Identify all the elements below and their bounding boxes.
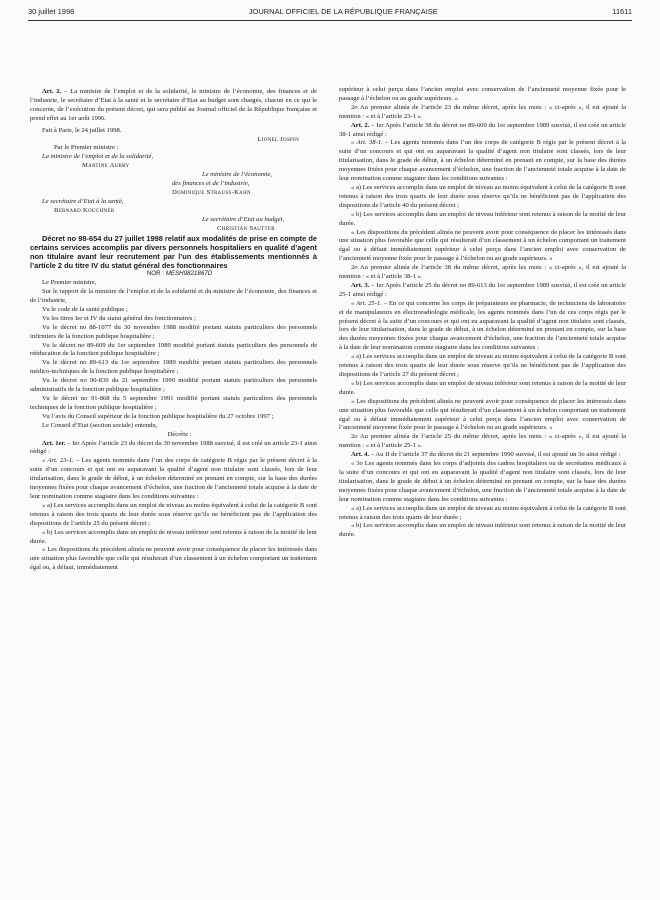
- paragraph-3o: « 3o Les agents nommés dans les corps d’adjoints des cadres hospitaliers ou de secrétaires médicaux à la suite d’un concours et qui ont eu auparavant la qualité d’agent non titulaire sont classés, lors de leur titularisation, dans le grade de début à un échelon déterminé en prenant en compte, sur la base des durées moyennes fixées pour chaque avancement d’échelon, une fraction de l’ancienneté totale acquise à la date de leur nomination comme stagiaire dans les conditions suivantes :: [339, 460, 626, 503]
- article-3-label: Art. 3.: [351, 281, 370, 289]
- visa-paragraph: Vu le décret no 89-613 du 1er septembre 1989 modifié portant statuts particuliers des personnels médico-techniques de la fonction publique hospitalière ;: [30, 359, 317, 376]
- article-25-1-text: – En ce qui concerne les corps de préparateurs en pharmacie, de techniciens de laboratoire et de manipulateurs en électroradiologie médicale, les agents nommés dans l’un de ces corps régis par le présent décret à la suite d’un concours et qui ont eu auparavant la qualité d’agent non titulaire sont classés, lors de leur titularisation, dans le grade de début, à un échelon déterminé en prenant en compte, sur la base des durées moyennes fixées pour chaque avancement d’échelon, une fraction de l’ancienneté totale acquise à la date de leur nomination comme stagiaire dans les conditions suivantes :: [339, 299, 626, 352]
- header-rule: [28, 20, 632, 21]
- signer-pm: Lionel Jospin: [257, 135, 299, 143]
- item-b-paragraph: « b) Les services accomplis dans un emploi de niveau inférieur sont retenus à raison de la moitié de leur durée.: [339, 210, 626, 227]
- article-1-text: – Ier Après l’article 23 du décret du 30 novembre 1988 susvisé, il est créé un article 23-1 ainsi rédigé :: [30, 439, 317, 456]
- article-3-text: – Ier Après l’article 25 du décret no 89-613 du 1er septembre 1989 susvisé, il est créé un article 25-1 ainsi rédigé :: [339, 281, 626, 298]
- decrete-line: Décrète :: [167, 430, 192, 438]
- item-a-paragraph: « a) Les services accomplis dans un emploi de niveau au moins équivalent à celui de la catégorie B sont retenus à raison des trois quarts de leur durée sous réserve qu’ils ne bénéficient pas de l’application des dispositions de l’article 25 du présent décret ;: [30, 501, 317, 527]
- article-25-1-label: « Art. 25-1.: [351, 299, 382, 307]
- article-2-text: – Ier Après l’article 38 du décret no 89-609 du 1er septembre 1989 susvisé, il est créé un article 38-1 ainsi rédigé :: [339, 121, 626, 138]
- article-3-paragraph: [339, 282, 626, 300]
- item-c-paragraph: « Les dispositions du précédent alinéa ne peuvent avoir pour conséquence de placer les intéressés dans une situation plus favorable que celle qui résulterait d’un classement à un échelon comportant un traitement égal ou, à défaut, immédiatement: [30, 546, 317, 572]
- signer-emploi: Martine Aubry: [82, 162, 130, 170]
- item-a-paragraph: « a) Les services accomplis dans un emploi de niveau au moins équivalent à celui de la catégorie B sont retenus à raison des trois quarts de leur durée sous réserve qu’ils ne bénéficient pas de l’application des dispositions de l’article 27 du présent décret ;: [339, 353, 626, 378]
- page-header: [28, 5, 632, 17]
- visa-paragraph: Vu l’avis du Conseil supérieur de la fonction publique hospitalière du 27 octobre 1997 ;: [42, 412, 274, 420]
- item-b-paragraph: « b) Les services accomplis dans un emploi de niveau inférieur sont retenus à raison de la moitié de leur durée.: [30, 528, 317, 545]
- visa-paragraph: Sur le rapport de la ministre de l’emploi et de la solidarité et du ministre de l’économie, des finances et de l’industrie,: [30, 288, 317, 305]
- role-budget: Le secrétaire d’Etat au budget,: [202, 215, 284, 223]
- visa-paragraph: Vu le décret no 88-1077 du 30 novembre 1988 modifié portant statuts particuliers des personnels infirmiers de la fonction publique hospitalière ;: [30, 323, 317, 340]
- article-23-1-paragraph: [30, 457, 317, 502]
- paragraph-2o: 2o Au premier alinéa de l’article 25 du même décret, après les mots : « ci-après », il est ajouté la mention : « et à l’article 25-1 ».: [339, 433, 626, 450]
- article-25-1-paragraph: [339, 300, 626, 353]
- article-1-paragraph: [30, 440, 317, 458]
- visa-paragraph: Le Conseil d’Etat (section sociale) entendu,: [42, 421, 158, 429]
- item-b-paragraph: « b) Les services accomplis dans un emploi de niveau inférieur sont retenus à raison de la moitié de leur durée.: [339, 522, 626, 539]
- nor-reference: [30, 270, 317, 279]
- role-emploi: La ministre de l’emploi et de la solidarité,: [42, 153, 154, 161]
- header-page-number: 11611: [612, 6, 632, 16]
- nor-label: NOR :: [146, 270, 166, 278]
- article-2-label: Art. 2.: [42, 88, 62, 95]
- article-2-text: – La ministre de l’emploi et de la solidarité, le ministre de l’économie, des finances et de l’industrie, le secrétaire d’Etat à la santé et le secrétaire d’Etat au budget sont chargés, chacun en ce qui le concerne, de l’exécution du présent décret, qui sera publié au Journal officiel de la République française et prend effet au 1er août 1996.: [30, 88, 317, 122]
- fait-line: Fait à Paris, le 24 juillet 1998.: [42, 126, 122, 134]
- continuation-paragraph: supérieur à celui perçu dans l’ancien emploi avec conservation de l’ancienneté moyenne fixée pour le passage à l’échelon ou au grade supérieurs. »: [339, 86, 626, 102]
- header-date: 30 juillet 1998: [28, 6, 75, 16]
- visa-paragraph: Vu le code de la santé publique ;: [42, 305, 128, 313]
- header-journal-title: JOURNAL OFFICIEL DE LA RÉPUBLIQUE FRANÇAISE: [248, 6, 438, 16]
- article-4-label: Art. 4.: [351, 451, 370, 459]
- article-2-paragraph: [339, 122, 626, 140]
- article-23-1-label: « Art. 23-1.: [42, 457, 74, 465]
- premier-ministre-line: Le Premier ministre,: [42, 279, 97, 287]
- article-23-1-text: – Les agents nommés dans l’un des corps de catégorie B régis par le présent décret à la suite d’un concours et qui ont eu auparavant la qualité d’agent non titulaire sont classés, lors de leur titularisation, dans le grade de début, à un échelon déterminé en prenant en compte, sur la base des durées moyennes fixées pour chaque avancement d’échelon, une fraction de l’ancienneté totale acquise à la date de leur nomination comme stagiaire dans les conditions suivantes :: [30, 457, 317, 500]
- article-4-text: – Au II de l’article 37 du décret du 21 septembre 1990 susvisé, il est ajouté un 3o ainsi rédigé :: [369, 451, 621, 459]
- article-2-paragraph: [30, 88, 317, 124]
- item-c-paragraph: « Les dispositions du précédent alinéa ne peuvent avoir pour conséquence de placer les intéressés dans une situation plus favorable que celle qui résulterait d’un classement à un échelon comportant un traitement égal ou à défaut immédiatement supérieur à celui perçu dans l’ancien emploi avec conservation de l’ancienneté moyenne fixée pour le passage à l’échelon ou au grade supérieurs. »: [339, 228, 626, 263]
- article-38-1-text: – Les agents nommés dans l’un des corps de catégorie B régis par le présent décret à la suite d’un concours et qui ont eu auparavant la qualité d’agent non titulaire sont classés, lors de leur titularisation, dans le grade de début, à un échelon déterminé en prenant en compte, sur la base des durées moyennes fixées pour chaque avancement d’échelon, une fraction de l’ancienneté totale acquise à la date de leur nomination comme stagiaire dans les conditions suivantes :: [339, 139, 626, 183]
- paragraph-2o: 2o Au premier alinéa de l’article 38 du même décret, après les mots : « ci-après », il est ajouté la mention : « et à l’article 38-1 ».: [339, 264, 626, 281]
- visa-paragraph: Vu le décret no 91-868 du 5 septembre 1991 modifié portant statuts particuliers des personnels techniques de la fonction publique hospitalière ;: [30, 395, 317, 411]
- decree-title: Décret no 98-654 du 27 juillet 1998 relatif aux modalités de prise en compte de certains services accomplis par divers personnels hospitaliers en qualité d’agent non titulaire avant leur recrutement par l’un des établissements mentionnés à l’article 2 du titre IV du statut général des fonctionnaires: [30, 233, 317, 271]
- item-b-paragraph: « b) Les services accomplis dans un emploi de niveau inférieur sont retenus à raison de la moitié de leur durée.: [339, 379, 626, 396]
- article-38-1-paragraph: [339, 139, 626, 184]
- article-4-paragraph: [339, 451, 626, 460]
- item-a-paragraph: « a) Les services accomplis dans un emploi de niveau au moins équivalent à celui de la catégorie B sont retenus à raison des trois quarts de leur durée ;: [339, 504, 626, 521]
- visa-paragraph: Vu le décret no 90-839 du 21 septembre 1990 modifié portant statuts particuliers des personnels administratifs de la fonction publique hospitalière ;: [30, 377, 317, 394]
- paragraph-2o: 2o Au premier alinéa de l’article 23 du même décret, après les mots : « ci-après », il est ajouté la mention : « et à l’article 23-1 ».: [339, 103, 626, 120]
- par-premier-ministre: Par le Premier ministre :: [54, 144, 119, 152]
- nor-code: MESH9821867D: [165, 270, 213, 278]
- article-1-label: Art. 1er.: [42, 439, 66, 447]
- role-sante: Le secrétaire d’Etat à la santé,: [42, 197, 124, 205]
- right-column: [339, 86, 626, 540]
- left-column: [30, 88, 317, 573]
- article-38-1-label: « Art. 38-1.: [351, 139, 383, 147]
- signer-sante: Bernard Kouchner: [54, 206, 115, 214]
- visa-paragraph: Vu le décret no 89-609 du 1er septembre 1989 modifié portant statuts particuliers des personnels de rééducation de la fonction publique hospitalière ;: [30, 341, 317, 358]
- visa-paragraph: Vu les titres Ier et IV du statut général des fonctionnaires ;: [42, 314, 196, 322]
- signer-budget: Christian Sautter: [217, 224, 275, 232]
- signer-economie: Dominique Strauss-Kahn: [172, 188, 251, 196]
- item-a-paragraph: « a) Les services accomplis dans un emploi de niveau au moins équivalent à celui de la catégorie B sont retenus à raison des trois quarts de leur durée sous réserve qu’ils ne bénéficient pas de l’application des dispositions de l’article 40 du présent décret ;: [339, 183, 626, 209]
- role-economie-1: Le ministre de l’économie,: [202, 171, 273, 179]
- item-c-paragraph: « Les dispositions du précédent alinéa ne peuvent avoir pour conséquence de placer les intéressés dans une situation plus favorable que celle qui résulterait d’un classement à un échelon comportant un traitement égal ou à défaut immédiatement supérieur à celui perçu dans l’ancien emploi avec conservation de l’ancienneté moyenne fixée pour le passage à l’échelon ou au grade supérieurs. »: [339, 397, 626, 432]
- role-economie-2: des finances et de l’industrie,: [172, 180, 250, 188]
- article-2-label: Art. 2.: [351, 121, 370, 129]
